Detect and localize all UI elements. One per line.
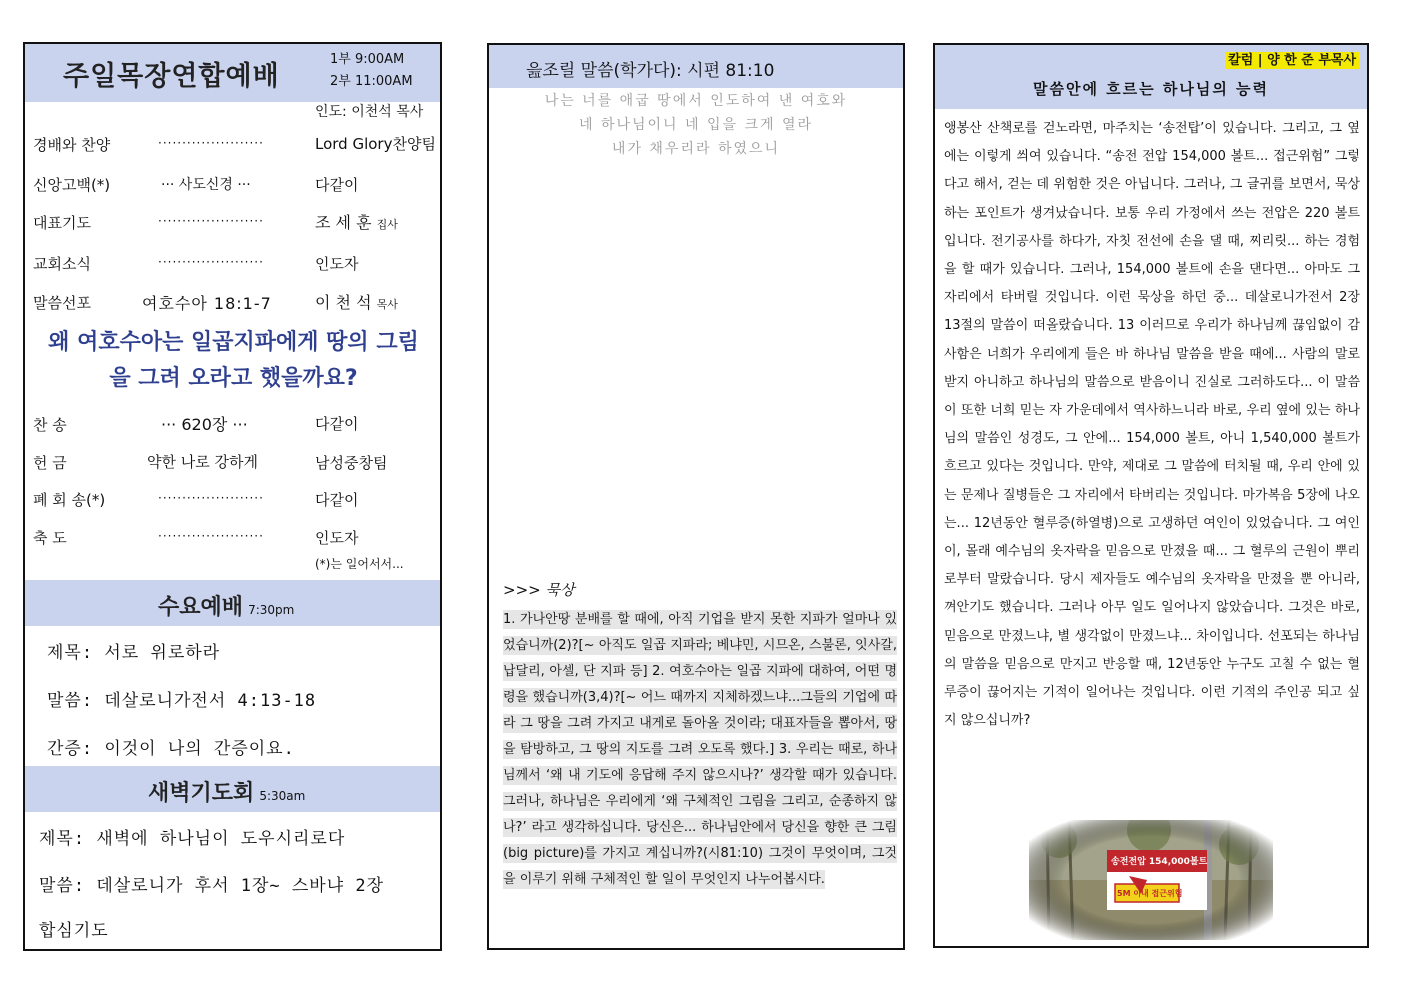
order-label: 찬 송 — [33, 416, 67, 434]
order-right: Lord Glory찬양팀 — [315, 135, 436, 153]
order-right: 인도자 — [315, 529, 359, 547]
service-time-2: 2부 11:00AM — [330, 74, 413, 89]
wednesday-line: 제목: 서로 위로하라 — [47, 643, 221, 663]
order-label: 말씀선포 — [33, 294, 91, 312]
warning-sign-photo — [1029, 820, 1273, 940]
column-badge — [1225, 49, 1359, 68]
order-right: 남성중창팀 — [315, 454, 388, 472]
verse-line: 나는 너를 애굽 땅에서 인도하여 낸 여호와 — [544, 93, 848, 109]
verse-text — [489, 89, 903, 161]
order-label: 신앙고백(*) — [33, 176, 111, 194]
dawn-time: 5:30am — [259, 789, 306, 803]
sign-text-bottom: 5M 이내 접근위험 — [1117, 889, 1183, 898]
forest-photo-icon — [1029, 820, 1273, 940]
recitation-title: 읊조릴 말씀(학가다): 시편 81:10 — [526, 61, 775, 81]
order-right: 다같이 — [315, 415, 359, 433]
meditation-body — [503, 607, 897, 893]
dawn-line: 제목: 새벽에 하나님이 도우시리로다 — [39, 829, 346, 849]
order-label: 헌 금 — [33, 454, 67, 472]
wednesday-title: 수요예배 — [158, 595, 244, 620]
order-label: 폐 회 송(*) — [33, 491, 106, 509]
column-body: 앵봉산 산책로를 걷노라면, 마주치는 ‘송전탑’이 있습니다. 그리고, 그 옆에는 이렇게 씌여 있습니다. “송전 전압 154,000 볼트... 접근위험” 그렇다고 해서, 걷는 데 위험한 것은 아닙니다. 그러나, 그 글귀를 보면서, 묵상하는 포인트가 생겨났습니다. 보통 우리 가정에서 쓰는 전압은 220 볼트입니다. 전기공사를 하다가, 자칫 전선에 손을 댈 때, 찌리릿... 하는 경험을 할 때가 있습니다. 그러나, 154,000 볼트에 손을 댄다면... 아마도 그 자리에서 타버릴 것입니다. 이런 묵상을 하던 중... 데살로니가전서 2장 13절의 말씀이 떠올랐습니다. 13 이러므로 우리가 하나님께 끊임없이 감사함은 너희가 우리에게 들은 바 하나님 말씀을 받을 때에... 사람의 말로 받지 아니하고 하나님의 말씀으로 받음이니 진실로 그러하도다... 이 말씀이 또한 너희 믿는 자 가운데에서 역사하느니라 바로, 우리 옆에 있는 하나님의 말씀인 성경도, 그 안에... 154,000 볼트, 아니 1,540,000 볼트가 흐르고 있다는 것입니다. 만약, 제대로 그 말씀에 터치될 때, 우리 안에 있는 문제나 질병들은 그 자리에서 타버리는 것입니다. 마가복음 5장에 나오는... 12년동안 혈루증(하열병)으로 고생하던 여인이 있었습니다. 그 여인이, 몰래 예수님의 옷자락을 믿음으로 만졌을 때... 그 혈루의 근원이 뿌리로부터 말랐습니다. 당시 제자들도 예수님의 옷자락을 만졌을 뿐 아니라, 껴안기도 했습니다. 그러나 아무 일도 일어나지 않았습니다. 그것은 바로, 믿음으로 만졌느냐, 별 생각없이 만졌느냐... 차이입니다. 선포되는 하나님의 말씀을 믿음으로 만지고 반응할 때, 12년동안 누구도 고칠 수 없는 혈루증이 끊어지는 기적이 일어나는 것입니다. 이런 기적의 주인공 되고 싶지 않으십니까? — [944, 121, 1360, 729]
order-right: 다같이 — [315, 491, 359, 509]
meditation-panel — [487, 43, 905, 950]
sunday-title: 주일목장연합예배 — [63, 61, 280, 92]
dawn-title-group — [148, 776, 305, 807]
column-title: 말씀안에 흐르는 하나님의 능력 — [1032, 80, 1270, 98]
order-middle: ······················ — [158, 136, 264, 150]
author-badge: 칼럼 | 양 한 준 부목사 — [1225, 52, 1359, 69]
order-label: 교회소식 — [33, 255, 91, 273]
order-right: 다같이 — [315, 176, 359, 194]
order-middle: ··· 620장 ··· — [161, 415, 248, 434]
order-right: 이 천 석 목사 — [315, 293, 398, 312]
verse-line: 네 하나님이니 네 입을 크게 열라 — [578, 117, 814, 133]
order-label: 경배와 찬양 — [33, 136, 111, 154]
wednesday-title-group — [158, 590, 294, 621]
order-middle: ······················ — [158, 255, 264, 269]
order-middle: 약한 나로 강하게 — [147, 453, 258, 471]
wednesday-line: 말씀: 데살로니가전서 4:13-18 — [47, 691, 317, 711]
order-middle: ······················ — [158, 529, 264, 543]
standing-note: (*)는 일어서서... — [315, 557, 404, 571]
meditation-text: 1. 가나안땅 분배를 할 때에, 아직 기업을 받지 못한 지파가 얼마나 있었습니까(2)?[~ 아직도 일곱 지파라; 베냐민, 시므온, 스불론, 잇사갈, 납달리, 아셀, 단 지파 등] 2. 여호수아는 일곱 지파에 대하여, 어떤 명령을 했습니까(3,4)?[~ 어느 때까지 지체하겠느냐...그들의 기업에 따라 그 땅을 그려 가지고 내게로 돌아올 것이라; 대표자들을 뽑아서, 땅을 탐방하고, 그 땅의 지도를 그려 오도록 했다.] 3. 우리는 때로, 하나님께서 ‘왜 내 기도에 응답해 주지 않으시나?’ 생각할 때가 있습니다. 그러나, 하나님은 우리에게 ‘왜 구체적인 그림을 그리고, 순종하지 않나?’ 라고 생각하십니다. 당신은... 하나님안에서 당신을 향한 큰 그림(big picture)를 가지고 계십니까?(시81:10) 그것이 무엇이며, 그것을 이루기 위해 구체적인 할 일이 무엇인지 나누어봅시다. — [503, 612, 897, 887]
dawn-line: 합심기도 — [39, 921, 109, 941]
wednesday-time: 7:30pm — [248, 603, 295, 617]
order-label: 축 도 — [33, 529, 67, 547]
order-middle: ··· 사도신경 ··· — [161, 177, 251, 193]
wednesday-line: 간증: 이것이 나의 간증이요. — [47, 739, 295, 759]
sermon-title: 왜 여호수아는 일곱지파에게 땅의 그림을 그려 오라고 했을까요? — [48, 330, 419, 391]
order-label: 대표기도 — [33, 214, 91, 232]
order-middle: ······················ — [158, 491, 264, 505]
sign-text-top: 송전전압 154,000볼트 — [1111, 857, 1208, 867]
verse-line: 내가 채우리라 하였으니 — [611, 141, 781, 157]
dawn-line: 말씀: 데살로니가 후서 1장~ 스바냐 2장 — [39, 876, 385, 896]
scripture-ref: 여호수아 18:1-7 — [142, 294, 272, 313]
worship-order-panel — [23, 42, 442, 951]
service-time-1: 1부 9:00AM — [330, 52, 405, 67]
order-right: 조 세 훈 집사 — [315, 213, 398, 232]
leader-line: 인도: 이천석 목사 — [315, 104, 424, 120]
order-right: 인도자 — [315, 255, 359, 273]
dawn-title: 새벽기도회 — [148, 781, 255, 806]
order-middle: ······················ — [158, 214, 264, 228]
meditation-heading: >>> 묵상 — [503, 581, 575, 599]
column-panel — [933, 43, 1369, 948]
